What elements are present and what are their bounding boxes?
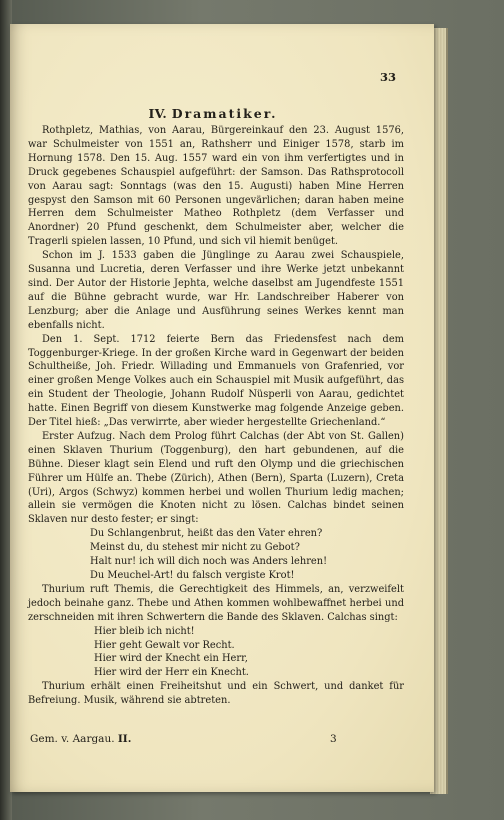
verse-line: Du Schlangenbrut, heißt das den Vater ehren? bbox=[90, 528, 323, 540]
verse-line: Du Meuchel-Art! du falsch vergiste Krot! bbox=[90, 570, 295, 581]
signature-prefix: Gem. v. Aargau. bbox=[30, 733, 115, 745]
signature-mark bbox=[30, 733, 131, 745]
verse-block bbox=[28, 527, 404, 583]
verse-block bbox=[28, 625, 404, 681]
chapter-title: Dramatiker. bbox=[171, 106, 278, 121]
chapter-heading bbox=[10, 106, 416, 121]
paragraph: Den 1. Sept. 1712 feierte Bern das Friedensfest nach dem Toggenburger-Kriege. In der großen Kirche ward in Gegenwart der beiden Schultheiße, Joh. Friedr. Willading und Emmanuels von Grafenried, vor einer großen Menge Volkes auch ein Schauspiel mit Musik aufgeführt, das ein Student der Theologie, Johann Rudolf Nüsperli von Aarau, gedichtet hatte. Einen Begriff von diesem Kunstwerke mag folgende Anzeige geben. Der Titel hieß: „Das verwirrte, aber wieder hergestellte Griechenland.“ bbox=[28, 333, 404, 429]
verse-line: Hier wird der Herr ein Knecht. bbox=[94, 667, 249, 679]
body-text bbox=[28, 124, 404, 708]
verse-line: Halt nur! ich will dich noch was Anders lehren! bbox=[90, 556, 328, 568]
paragraph: Schon im J. 1533 gaben die Jünglinge zu Aarau zwei Schauspiele, Susanna und Lucretia, deren Verfasser und ihre Werke jetzt unbekannt sind. Der Autor der Historie Jephta, welche daselbst am Jugendfeste 1551 auf die Bühne gebracht wurde, war Hr. Landschreiber Haberer von Lenzburg; aber die Anlage und Ausführung seines Werkes kennt man ebenfalls nicht. bbox=[28, 250, 404, 331]
verse-line: Hier wird der Knecht ein Herr, bbox=[94, 653, 248, 665]
paragraph: Thurium ruft Themis, die Gerechtigkeit des Himmels, an, verzweifelt jedoch beinahe ganz. Thebe und Athen kommen wohlbewaffnet herbei und zerschneiden mit ihren Schwertern die Bande des Sklaven. Calchas singt: bbox=[28, 583, 404, 623]
book-page bbox=[10, 24, 434, 792]
paragraph: Rothpletz, Mathias, von Aarau, Bürgereinkauf den 23. August 1576, war Schulmeister von 1551 an, Rathsherr und Einiger 1578, starb im Hornung 1578. Den 15. Aug. 1557 ward ein von ihm verfertigtes und in Druck gegebenes Schauspiel aufgeführt: der Samson. Das Rathsprotocoll von Aarau sagt: Sonntags (was den 15. Augusti) haben Mine Herren gespyst den Samson mit 60 Personen ungevärlichen; daran haben meine Herren dem Schulmeister Matheo Rothpletz (dem Verfasser und Anordner) 20 Pfund geschenkt, dem Schulmeister aber, welcher die Tragerli spielen lassen, 10 Pfund, und sich vil hiemit benüget. bbox=[28, 125, 404, 248]
verse-line: Hier bleib ich nicht! bbox=[94, 625, 195, 637]
signature-numeral: II. bbox=[117, 733, 132, 745]
verse-line: Hier geht Gewalt vor Recht. bbox=[94, 639, 235, 651]
paragraph: Thurium erhält einen Freiheitshut und ein Schwert, und danket für Befreiung. Musik, während sie abtreten. bbox=[28, 681, 404, 707]
folio-number: 3 bbox=[330, 733, 337, 745]
chapter-numeral: IV. bbox=[148, 106, 168, 121]
verse-line: Meinst du, du stehest mir nicht zu Gebot? bbox=[90, 542, 300, 554]
page-number: 33 bbox=[379, 70, 396, 84]
paragraph: Erster Aufzug. Nach dem Prolog führt Calchas (der Abt von St. Gallen) einen Sklaven Thurium (Toggenburg), den hart gebundenen, auf die Bühne. Dieser klagt sein Elend und ruft den Olymp und die griechischen Führer um Hülfe an. Thebe (Zürich), Athen (Bern), Sparta (Luzern), Creta (Uri), Argos (Schwyz) kommen herbei und wollen Thurium ledig machen; allein sie vermögen die Knoten nicht zu lösen. Calchas bindet seinen Sklaven nur desto fester; er singt: bbox=[28, 430, 404, 526]
